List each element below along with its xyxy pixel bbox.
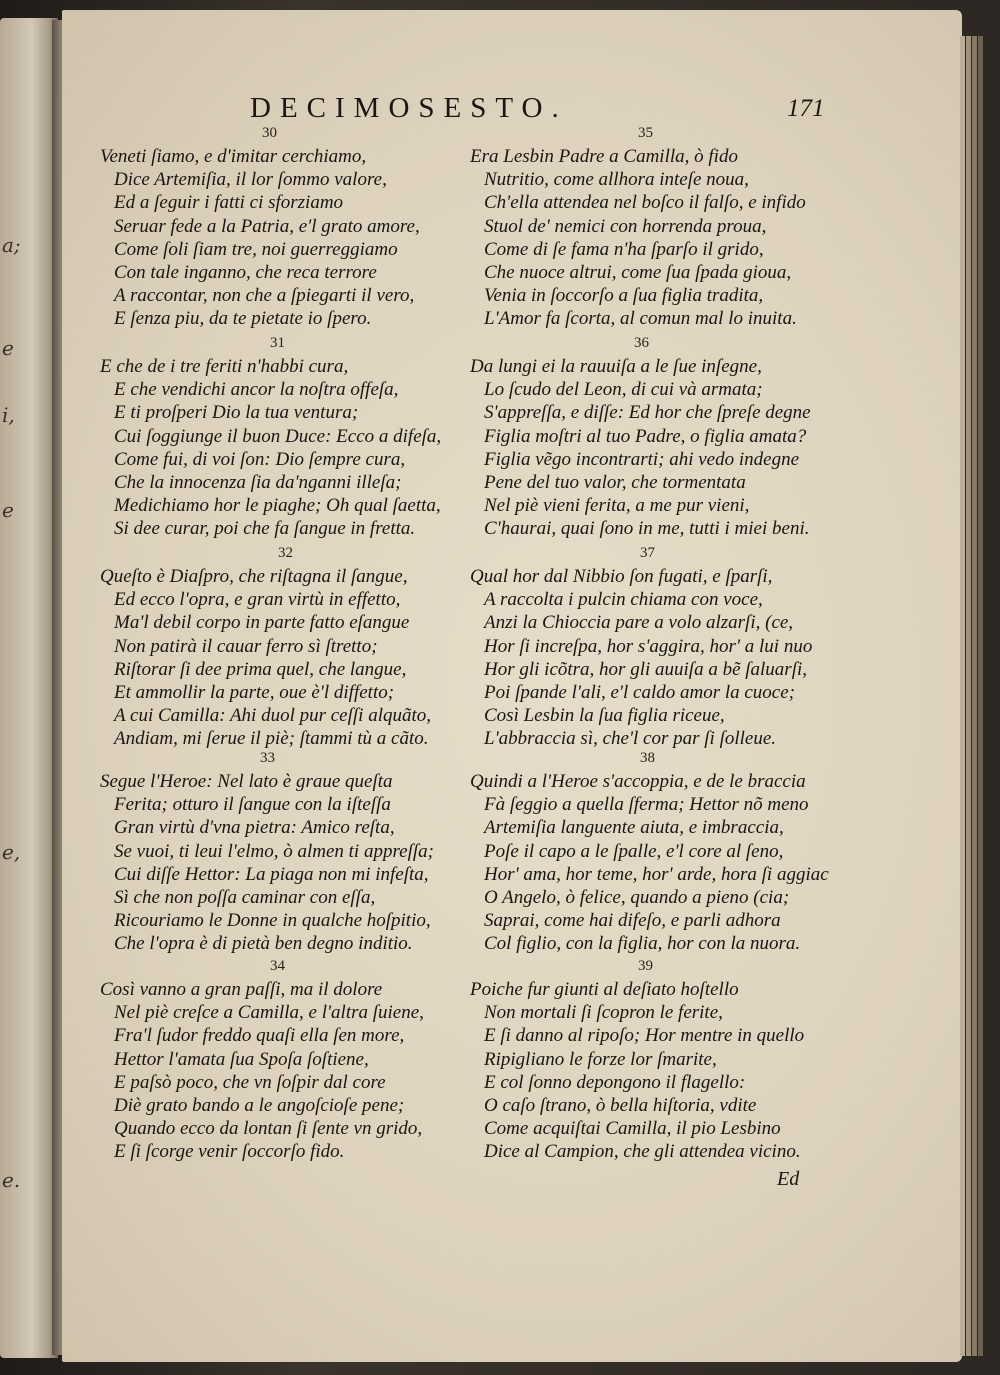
verse-line: E ſi ſcorge venir ſoccorſo fido. — [114, 1141, 345, 1163]
verse-line: Qual hor dal Nibbio ſon fugati, e ſparſi, — [470, 566, 773, 587]
verse-line: Gran virtù d'vna pietra: Amico reſta, — [114, 817, 395, 839]
verse-line: E che vendichi ancor la noſtra offeſa, — [114, 379, 399, 401]
verse-line: Fra'l ſudor freddo quaſi ella ſen more, — [114, 1025, 405, 1047]
verse-line: Saprai, come hai difeſo, e parli adhora — [484, 910, 781, 932]
verse-line: L'abbraccia sì, che'l cor par ſi ſolleue. — [484, 728, 777, 750]
page-number: 171 — [787, 95, 825, 122]
left-page-fragment: i, — [2, 403, 15, 427]
stanza-31 — [100, 335, 490, 541]
verse-line: Figlia moſtri al tuo Padre, o figlia amata? — [484, 425, 807, 447]
verse-line: Venia in ſoccorſo a ſua figlia tradita, — [484, 285, 764, 307]
stanza-38 — [470, 750, 860, 956]
verse-line: Da lungi ei la rauuiſa a le ſue inſegne, — [470, 356, 762, 377]
verse-line: Riſtorar ſi dee prima quel, che langue, — [114, 658, 407, 680]
verse-line: Non mortali ſi ſcopron le ferite, — [484, 1002, 723, 1024]
verse-line: Dice Artemiſia, il lor ſommo valore, — [114, 169, 387, 191]
verse-line: C'haurai, quai ſono in me, tutti i miei beni. — [484, 518, 810, 540]
stanza-number: 34 — [270, 958, 285, 974]
verse-line: S'appreſſa, e diſſe: Ed hor che ſpreſe degne — [484, 402, 811, 424]
verse-line: Fà ſeggio a quella ſferma; Hettor nõ meno — [484, 794, 809, 816]
verse-line: Nel piè vieni ferita, a me pur vieni, — [484, 495, 750, 517]
stanza-34 — [100, 958, 490, 1164]
verse-line: Era Lesbin Padre a Camilla, ò fido — [470, 146, 738, 167]
left-page-fragment: e, — [2, 840, 21, 864]
page-edge — [966, 36, 971, 1356]
verse-line: Ricouriamo le Donne in qualche hoſpitio, — [114, 910, 431, 932]
stanza-number: 36 — [634, 335, 649, 351]
verse-line: Figlia vẽgo incontrarti; ahi vedo indegne — [484, 448, 800, 470]
left-page-fragment: e — [2, 336, 14, 360]
verse-line: Nutritio, come allhora inteſe noua, — [484, 169, 749, 191]
verse-line: Si dee curar, poi che fa ſangue in fretta. — [114, 518, 416, 540]
verse-line: Non patirà il cauar ferro sì ſtretto; — [114, 635, 378, 657]
verse-line: Sì che non poſſa caminar con eſſa, — [114, 886, 376, 908]
left-page-fragment: e — [2, 498, 14, 522]
stanza-number: 33 — [260, 750, 275, 766]
verse-line: Poi ſpande l'ali, e'l caldo amor la cuoce; — [484, 681, 796, 703]
verse-line: Seruar fede a la Patria, e'l grato amore, — [114, 215, 420, 237]
verse-line: Nel piè creſce a Camilla, e l'altra ſuiene, — [114, 1002, 424, 1024]
verse-line: Come fui, di voi ſon: Dio ſempre cura, — [114, 448, 406, 470]
verse-line: Medichiamo hor le piaghe; Oh qual ſaetta, — [114, 495, 441, 517]
verse-line: E col ſonno depongono il flagello: — [484, 1071, 746, 1093]
verse-line: Hor' ama, hor teme, hor' arde, hora ſi aggiac — [484, 863, 829, 885]
stanza-37 — [470, 545, 860, 751]
catchword: Ed — [777, 1168, 800, 1190]
verse-line: E che de i tre feriti n'habbi cura, — [100, 356, 349, 377]
verse-line: Lo ſcudo del Leon, di cui và armata; — [484, 379, 763, 401]
stanza-number: 37 — [640, 545, 655, 561]
stanza-32 — [100, 545, 490, 751]
verse-line: Queſto è Diaſpro, che riſtagna il ſangue, — [100, 566, 408, 587]
verse-line: Se vuoi, ti leui l'elmo, ò almen ti appreſſa; — [114, 840, 434, 862]
verse-line: Come di ſe fama n'ha ſparſo il grido, — [484, 238, 764, 260]
verse-line: Hor ſi increſpa, hor s'aggira, hor' a lui nuo — [484, 635, 813, 657]
verse-line: Che la innocenza ſia da'nganni illeſa; — [114, 471, 402, 493]
stanza-36 — [470, 335, 860, 541]
verse-line: Poſe il capo a le ſpalle, e'l core al ſeno, — [484, 840, 784, 862]
verse-line: Col figlio, con la figlia, hor con la nuora. — [484, 933, 801, 955]
verse-line: L'Amor fa ſcorta, al comun mal lo inuita. — [484, 308, 797, 330]
verse-line: Diè grato bando a le angoſcioſe pene; — [114, 1094, 405, 1116]
verse-line: Dice al Campion, che gli attendea vicino. — [484, 1141, 801, 1163]
verse-line: Quando ecco da lontan ſi ſente vn grido, — [114, 1118, 423, 1140]
verse-line: Cui ſoggiunge il buon Duce: Ecco a difeſa, — [114, 425, 442, 447]
verse-line: Così Lesbin la ſua figlia riceue, — [484, 705, 725, 727]
verse-line: E ſi danno al ripoſo; Hor mentre in quello — [484, 1025, 805, 1047]
left-page-fragment: e. — [2, 1168, 21, 1192]
verse-line: Ch'ella attendea nel boſco il falſo, e infido — [484, 192, 806, 214]
verse-line: Con tale inganno, che reca terrore — [114, 261, 377, 283]
verse-line: Come acquiſtai Camilla, il pio Lesbino — [484, 1118, 781, 1140]
verse-line: A raccolta i pulcin chiama con voce, — [484, 589, 763, 611]
verse-line: Che l'opra è di pietà ben degno inditio. — [114, 933, 413, 955]
left-page-edge — [0, 18, 58, 1358]
verse-line: Ed ecco l'opra, e gran virtù in effetto, — [114, 589, 401, 611]
page-edge — [978, 36, 983, 1356]
verse-line: Veneti ſiamo, e d'imitar cerchiamo, — [100, 146, 367, 167]
verse-line: Poiche fur giunti al deſiato hoſtello — [470, 979, 739, 1000]
stanza-number: 35 — [638, 125, 653, 141]
stanza-number: 38 — [640, 750, 655, 766]
verse-line: Ma'l debil corpo in parte fatto eſangue — [114, 612, 410, 634]
verse-line: Et ammollir la parte, oue è'l diffetto; — [114, 681, 395, 703]
verse-line: Pene del tuo valor, che tormentata — [484, 471, 746, 493]
page-edge — [960, 36, 965, 1356]
stanza-33 — [100, 750, 490, 956]
verse-line: Hettor l'amata ſua Spoſa ſoſtiene, — [114, 1048, 369, 1070]
verse-line: Segue l'Heroe: Nel lato è graue queſta — [100, 771, 393, 792]
verse-line: Ripigliano le forze lor ſmarite, — [484, 1048, 717, 1070]
verse-line: E ti proſperi Dio la tua ventura; — [114, 402, 359, 424]
left-page-fragment: a; — [2, 233, 21, 257]
page-edge — [972, 36, 977, 1356]
verse-line: Stuol de' nemici con horrenda proua, — [484, 215, 767, 237]
verse-line: Ed a ſeguir i fatti ci sforziamo — [114, 192, 344, 214]
verse-line: Così vanno a gran paſſi, ma il dolore — [100, 979, 383, 1000]
running-title: DECIMOSESTO. — [250, 92, 568, 124]
stanza-number: 39 — [638, 958, 653, 974]
stanza-35 — [470, 125, 860, 331]
stanza-39 — [470, 958, 860, 1164]
verse-line: Cui diſſe Hettor: La piaga non mi infeſta, — [114, 863, 429, 885]
verse-line: A raccontar, non che a ſpiegarti il vero, — [114, 285, 415, 307]
verse-line: Hor gli icõtra, hor gli auuiſa a bẽ ſaluarſi, — [484, 658, 808, 680]
verse-line: O Angelo, ò felice, quando a pieno (cia; — [484, 886, 790, 908]
stanza-30 — [100, 125, 490, 331]
stanza-number: 32 — [278, 545, 293, 561]
verse-line: Come ſoli ſiam tre, noi guerreggiamo — [114, 238, 398, 260]
verse-line: Andiam, mi ſerue il piè; ſtammi tù a cãto. — [114, 728, 429, 750]
verse-line: Quindi a l'Heroe s'accoppia, e de le braccia — [470, 771, 806, 792]
verse-line: E paſsò poco, che vn ſoſpir dal core — [114, 1071, 386, 1093]
verse-line: Che nuoce altrui, come ſua ſpada gioua, — [484, 261, 792, 283]
verse-line: O caſo ſtrano, ò bella hiſtoria, vdite — [484, 1094, 757, 1116]
stanza-number: 30 — [262, 125, 277, 141]
stanza-number: 31 — [270, 335, 285, 351]
verse-line: Artemiſia languente aiuta, e imbraccia, — [484, 817, 784, 839]
verse-line: Anzi la Chioccia pare a volo alzarſi, (ce, — [484, 612, 794, 634]
verse-line: Ferita; otturo il ſangue con la iſteſſa — [114, 794, 391, 816]
verse-line: A cui Camilla: Ahi duol pur ceſſi alquãto, — [114, 705, 432, 727]
verse-line: E ſenza piu, da te pietate io ſpero. — [114, 308, 372, 330]
